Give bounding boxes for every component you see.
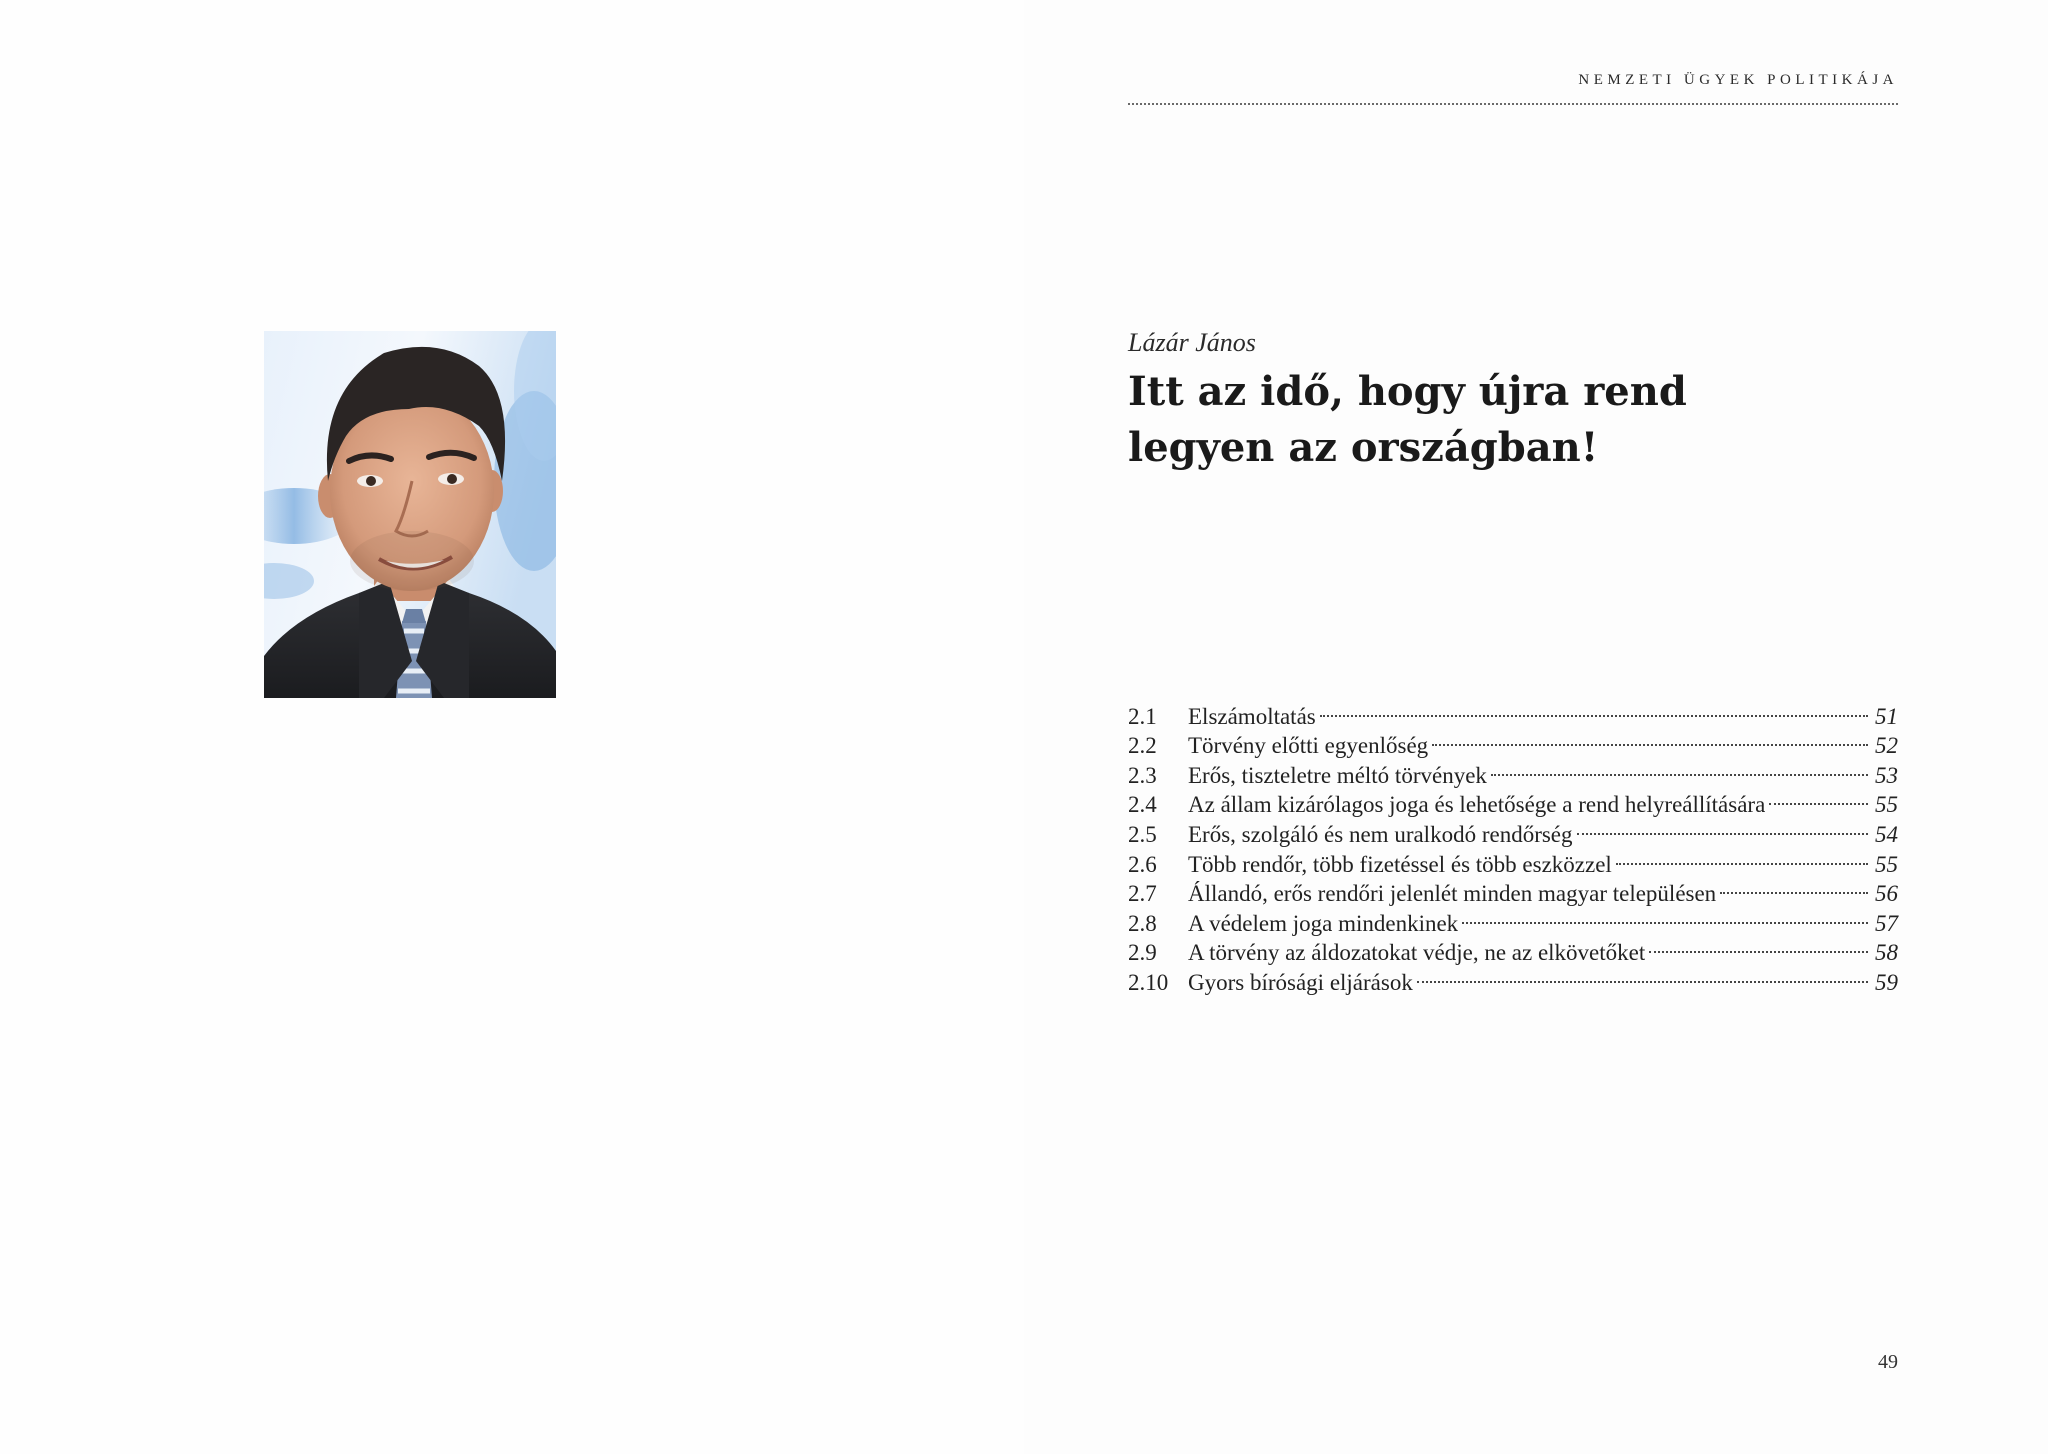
toc-leader-dots bbox=[1417, 960, 1868, 990]
toc-entry-number: 2.8 bbox=[1128, 910, 1157, 936]
toc-entry-title: A védelem joga mindenkinek bbox=[1188, 910, 1459, 936]
toc-entry-title: Gyors bírósági eljárások bbox=[1188, 969, 1413, 995]
toc-entry-page: 56 bbox=[1875, 881, 1898, 907]
toc-leader-dots bbox=[1769, 783, 1868, 813]
toc-entry-page: 59 bbox=[1875, 969, 1898, 995]
toc-entry-title: Törvény előtti egyenlőség bbox=[1188, 733, 1429, 759]
toc-entry-number: 2.6 bbox=[1128, 851, 1157, 877]
toc-leader-dots bbox=[1577, 812, 1868, 842]
toc-entry-number: 2.1 bbox=[1128, 703, 1157, 729]
article-title-line-1: Itt az idő, hogy újra rend bbox=[1128, 368, 1687, 415]
running-header: NEMZETI ÜGYEK POLITIKÁJA bbox=[1578, 72, 1898, 88]
author-name: Lázár János bbox=[1128, 328, 1256, 357]
toc-entry-title: Erős, szolgáló és nem uralkodó rendőrség bbox=[1188, 821, 1573, 847]
toc-leader-dots bbox=[1462, 901, 1868, 931]
toc-entry-number: 2.3 bbox=[1128, 762, 1157, 788]
toc-entry-title: Az állam kizárólagos joga és lehetősége a rend helyreállítására bbox=[1188, 792, 1766, 818]
toc-entry-page: 54 bbox=[1875, 821, 1898, 847]
toc-entry-title: Elszámoltatás bbox=[1188, 703, 1316, 729]
toc-entry-title: Több rendőr, több fizetéssel és több eszközzel bbox=[1188, 851, 1612, 877]
toc-entry-page: 55 bbox=[1875, 851, 1898, 877]
table-of-contents bbox=[1128, 694, 1898, 995]
toc-entry-page: 57 bbox=[1875, 910, 1898, 936]
toc-entry-page: 58 bbox=[1875, 940, 1898, 966]
toc-entry-title: A törvény az áldozatokat védje, ne az elkövetőket bbox=[1188, 940, 1646, 966]
toc-entry-page: 52 bbox=[1875, 733, 1898, 759]
page-number: 49 bbox=[1878, 1351, 1898, 1373]
toc-leader-dots bbox=[1432, 724, 1868, 754]
toc-entry-title: Állandó, erős rendőri jelenlét minden magyar településen bbox=[1188, 881, 1717, 907]
toc-entry-title: Erős, tiszteletre méltó törvények bbox=[1188, 762, 1487, 788]
toc-entry-number: 2.10 bbox=[1128, 969, 1169, 995]
toc-entry-number: 2.4 bbox=[1128, 792, 1157, 818]
toc-leader-dots bbox=[1616, 842, 1868, 872]
toc-entry-number: 2.9 bbox=[1128, 940, 1157, 966]
toc-leader-dots bbox=[1491, 753, 1868, 783]
toc-entry[interactable] bbox=[1128, 694, 1898, 729]
article-title-line-2: legyen az országban! bbox=[1128, 424, 1599, 471]
toc-entry-number: 2.5 bbox=[1128, 821, 1157, 847]
toc-entry-number: 2.7 bbox=[1128, 881, 1157, 907]
toc-entry-number: 2.2 bbox=[1128, 733, 1157, 759]
toc-leader-dots bbox=[1320, 694, 1868, 724]
header-divider bbox=[1128, 103, 1898, 105]
author-portrait bbox=[264, 331, 556, 698]
toc-entry-page: 53 bbox=[1875, 762, 1898, 788]
toc-leader-dots bbox=[1720, 872, 1868, 902]
article-title bbox=[1128, 364, 1768, 476]
toc-entry-page: 55 bbox=[1875, 792, 1898, 818]
toc-entry-page: 51 bbox=[1875, 703, 1898, 729]
toc-leader-dots bbox=[1649, 931, 1868, 961]
